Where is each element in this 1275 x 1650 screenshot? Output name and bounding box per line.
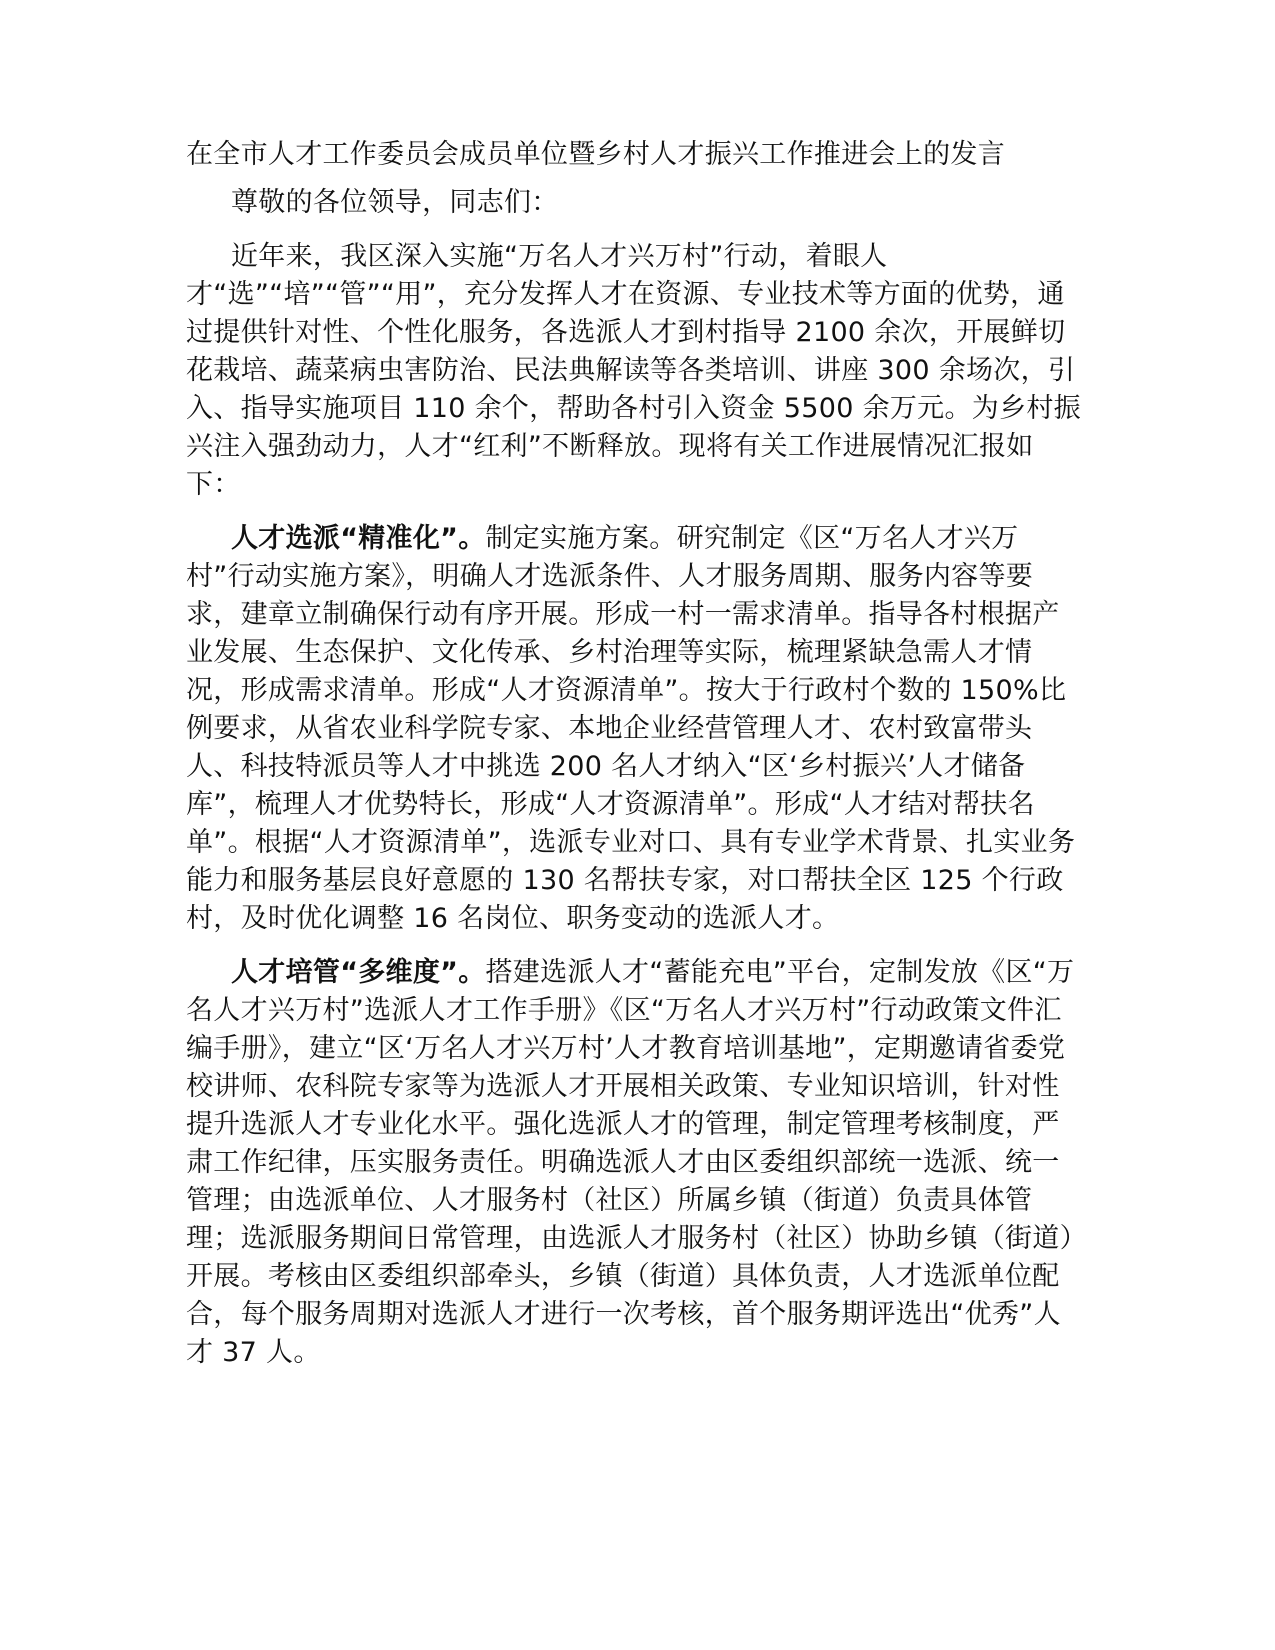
- section-body-training: 搭建选派人才“蓄能充电”平台，定制发放《区“万名人才兴万村”选派人才工作手册》《区“万名人才兴万村”行动政策文件汇编手册》，建立“区‘万名人才兴万村’人才教育培训基地”，定期邀请省委党校讲师、农科院专家等为选派人才开展相关政策、专业知识培训，针对性提升选派人才专业化水平。强化选派人才的管理，制定管理考核制度，严肃工作纪律，压实服务责任。明确选派人才由区委组织部统一选派、统一管理；由选派单位、人才服务村（社区）所属乡镇（街道）负责具体管理；选派服务期间日常管理，由选派人才服务村（社区）协助乡镇（街道）开展。考核由区委组织部牵头，乡镇（街道）具体负责，人才选派单位配合，每个服务周期对选派人才进行一次考核，首个服务期评选出“优秀”人才 37 人。: [186, 957, 1075, 1368]
- section-paragraph-selection: [186, 520, 1086, 938]
- greeting: 尊敬的各位领导，同志们：: [231, 187, 559, 218]
- section-heading-training: 人才培管“多维度”。: [231, 957, 486, 988]
- document-body: [186, 136, 1086, 1388]
- document-title: 在全市人才工作委员会成员单位暨乡村人才振兴工作推进会上的发言: [186, 139, 1005, 170]
- section-paragraph-training: [186, 954, 1086, 1372]
- section-body-selection: 制定实施方案。研究制定《区“万名人才兴万村”行动实施方案》，明确人才选派条件、人才服务周期、服务内容等要求，建章立制确保行动有序开展。形成一村一需求清单。指导各村根据产业发展、生态保护、文化传承、乡村治理等实际，梳理紧缺急需人才情况，形成需求清单。形成“人才资源清单”。按大于行政村个数的 150%比例要求，从省农业科学院专家、本地企业经营管理人才、农村致富带头人、科技特派员等人才中挑选 200 名人才纳入“区‘乡村振兴’人才储备库”，梳理人才优势特长，形成“人才资源清单”。形成“人才结对帮扶名单”。根据“人才资源清单”，选派专业对口、具有专业学术背景、扎实业务能力和服务基层良好意愿的 130 名帮扶专家，对口帮扶全区 125 个行政村，及时优化调整 16 名岗位、职务变动的选派人才。: [186, 523, 1076, 934]
- intro-paragraph: 近年来，我区深入实施“万名人才兴万村”行动，着眼人才“选”“培”“管”“用”，充分发挥人才在资源、专业技术等方面的优势，通过提供针对性、个性化服务，各选派人才到村指导 2100 余次，开展鲜切花栽培、蔬菜病虫害防治、民法典解读等各类培训、讲座 300 余场次，引入、指导实施项目 110 余个，帮助各村引入资金 5500 余万元。为乡村振兴注入强劲动力，人才“红利”不断释放。现将有关工作进展情况汇报如下：: [186, 241, 1081, 500]
- section-heading-selection: 人才选派“精准化”。: [231, 523, 486, 554]
